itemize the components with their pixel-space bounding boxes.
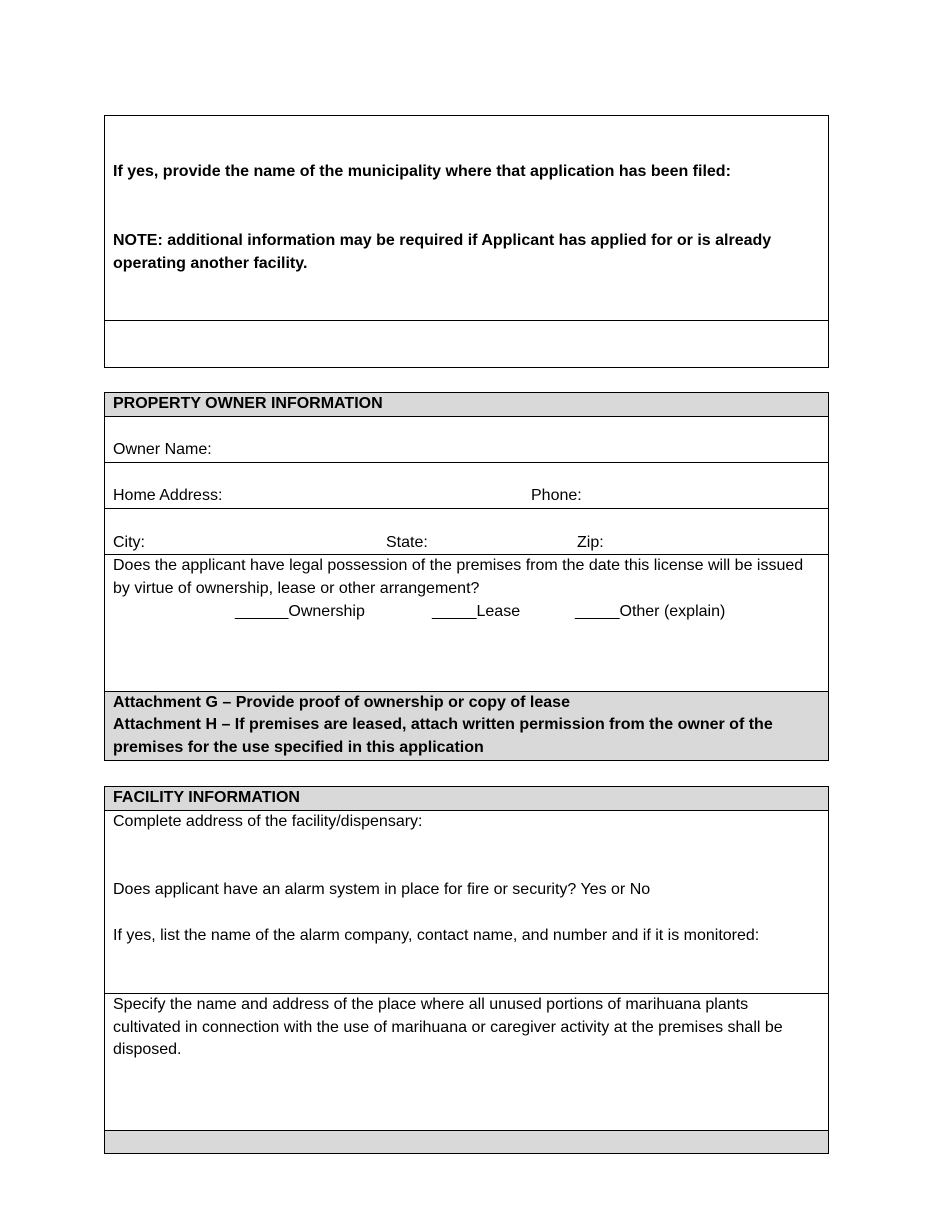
alarm-company-question: If yes, list the name of the alarm company, contact name, and number and if it is monitored: <box>113 927 760 944</box>
additional-info-note: NOTE: additional information may be required if Applicant has applied for or is already operating another facility. <box>113 232 772 272</box>
section-header <box>105 787 828 810</box>
city-state-zip-row[interactable] <box>105 508 828 555</box>
home-address-row[interactable] <box>105 462 828 509</box>
owner-name-label: Owner Name: <box>113 441 212 458</box>
attachments-row <box>105 691 828 760</box>
zip-label: Zip: <box>577 534 604 551</box>
attachment-h: Attachment H – If premises are leased, attach written permission from the owner of the premises for the use specified in this application <box>113 716 773 756</box>
possession-question: Does the applicant have legal possession of the premises from the date this license will be issued by virtue of ownership, lease or other arrangement? <box>113 557 804 597</box>
facility-address-label: Complete address of the facility/dispensary: <box>113 813 423 830</box>
alarm-question: Does applicant have an alarm system in place for fire or security? Yes or No <box>113 881 651 898</box>
possession-row <box>105 554 828 691</box>
section-header <box>105 393 828 416</box>
attachment-g: Attachment G – Provide proof of ownership or copy of lease <box>113 694 570 711</box>
facility-section <box>104 786 829 1154</box>
ownership-option[interactable]: ______Ownership <box>235 603 365 620</box>
phone-label: Phone: <box>531 487 582 504</box>
disposal-question: Specify the name and address of the place where all unused portions of marihuana plants cultivated in connection with the use of marihuana or caregiver activity at the premises shall be disposed. <box>113 996 783 1058</box>
other-option[interactable]: _____Other (explain) <box>575 603 726 620</box>
municipality-section <box>104 115 829 368</box>
owner-name-field[interactable] <box>105 416 828 463</box>
property-owner-section <box>104 392 829 761</box>
municipality-answer-field[interactable] <box>105 320 828 367</box>
facility-header: FACILITY INFORMATION <box>113 789 300 806</box>
municipality-question: If yes, provide the name of the municipality where that application has been filed: <box>113 163 731 180</box>
footer-band <box>105 1130 828 1153</box>
home-address-label: Home Address: <box>113 487 223 504</box>
city-label: City: <box>113 534 145 551</box>
disposal-row[interactable] <box>105 993 828 1131</box>
property-owner-header: PROPERTY OWNER INFORMATION <box>113 395 383 412</box>
state-label: State: <box>386 534 428 551</box>
lease-option[interactable]: _____Lease <box>432 603 521 620</box>
facility-address-row[interactable] <box>105 810 828 994</box>
